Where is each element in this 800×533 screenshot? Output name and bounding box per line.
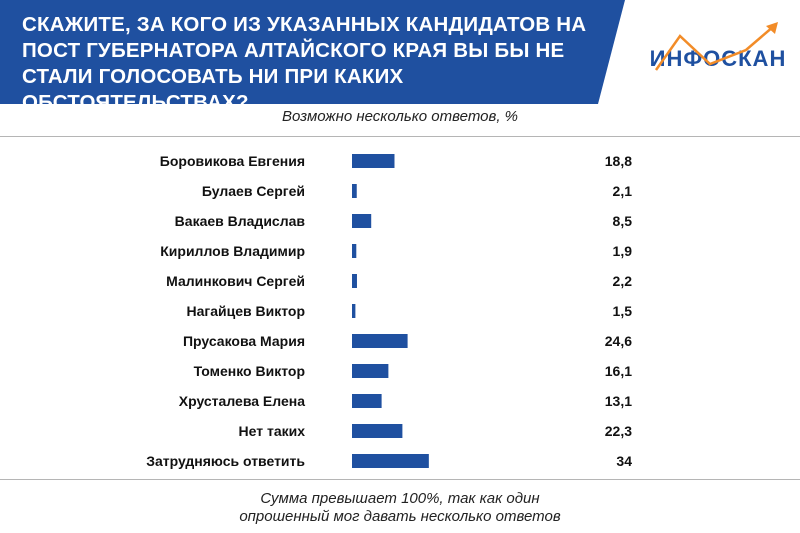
category-label: Нет таких [238,423,305,439]
bar-chart [0,140,800,476]
logo-text: ИНФОСКАН [650,46,787,71]
category-label: Нагайцев Виктор [186,303,305,319]
value-label: 22,3 [604,423,632,439]
value-label: 8,5 [612,213,632,229]
category-label: Булаев Сергей [201,183,305,199]
chart-subtitle: Возможно несколько ответов, % [281,108,518,125]
category-label: Затрудняюсь ответить [146,453,305,469]
footnote-line-1: Сумма превышает 100%, так как один [260,490,540,507]
category-label: Прусакова Мария [182,333,305,349]
bar [352,244,356,258]
category-label: Хрусталева Елена [178,393,305,409]
bar [352,274,357,288]
bar [352,364,388,378]
infoscan-logo [650,20,790,80]
value-label: 16,1 [604,363,632,379]
bar [352,454,429,468]
category-label: Кириллов Владимир [160,243,305,259]
value-label: 13,1 [604,393,632,409]
bottom-divider [0,479,800,480]
value-label: 24,6 [604,333,632,349]
category-label: Малинкович Сергей [166,273,305,289]
bar [352,394,382,408]
bar [352,334,408,348]
value-label: 2,2 [612,273,632,289]
category-label: Боровикова Евгения [159,153,305,169]
bar [352,424,402,438]
footnote [0,490,800,526]
bar [352,304,355,318]
top-divider [0,136,800,137]
bar [352,214,371,228]
bar [352,154,394,168]
category-label: Томенко Виктор [193,363,305,379]
bar [352,184,357,198]
value-label: 18,8 [604,153,632,169]
footnote-line-2: опрошенный мог давать несколько ответов [239,508,561,525]
value-label: 2,1 [612,183,632,199]
value-label: 34 [616,453,632,469]
category-label: Вакаев Владислав [174,213,305,229]
page-title: СКАЖИТЕ, ЗА КОГО ИЗ УКАЗАННЫХ КАНДИДАТОВ НА ПОСТ ГУБЕРНАТОРА АЛТАЙСКОГО КРАЯ ВЫ БЫ НЕ СТАЛИ ГОЛОСОВАТЬ НИ ПРИ КАКИХ ОБСТОЯТЕЛЬСТВАХ? [22,13,587,114]
value-label: 1,9 [612,243,632,259]
value-label: 1,5 [612,303,632,319]
